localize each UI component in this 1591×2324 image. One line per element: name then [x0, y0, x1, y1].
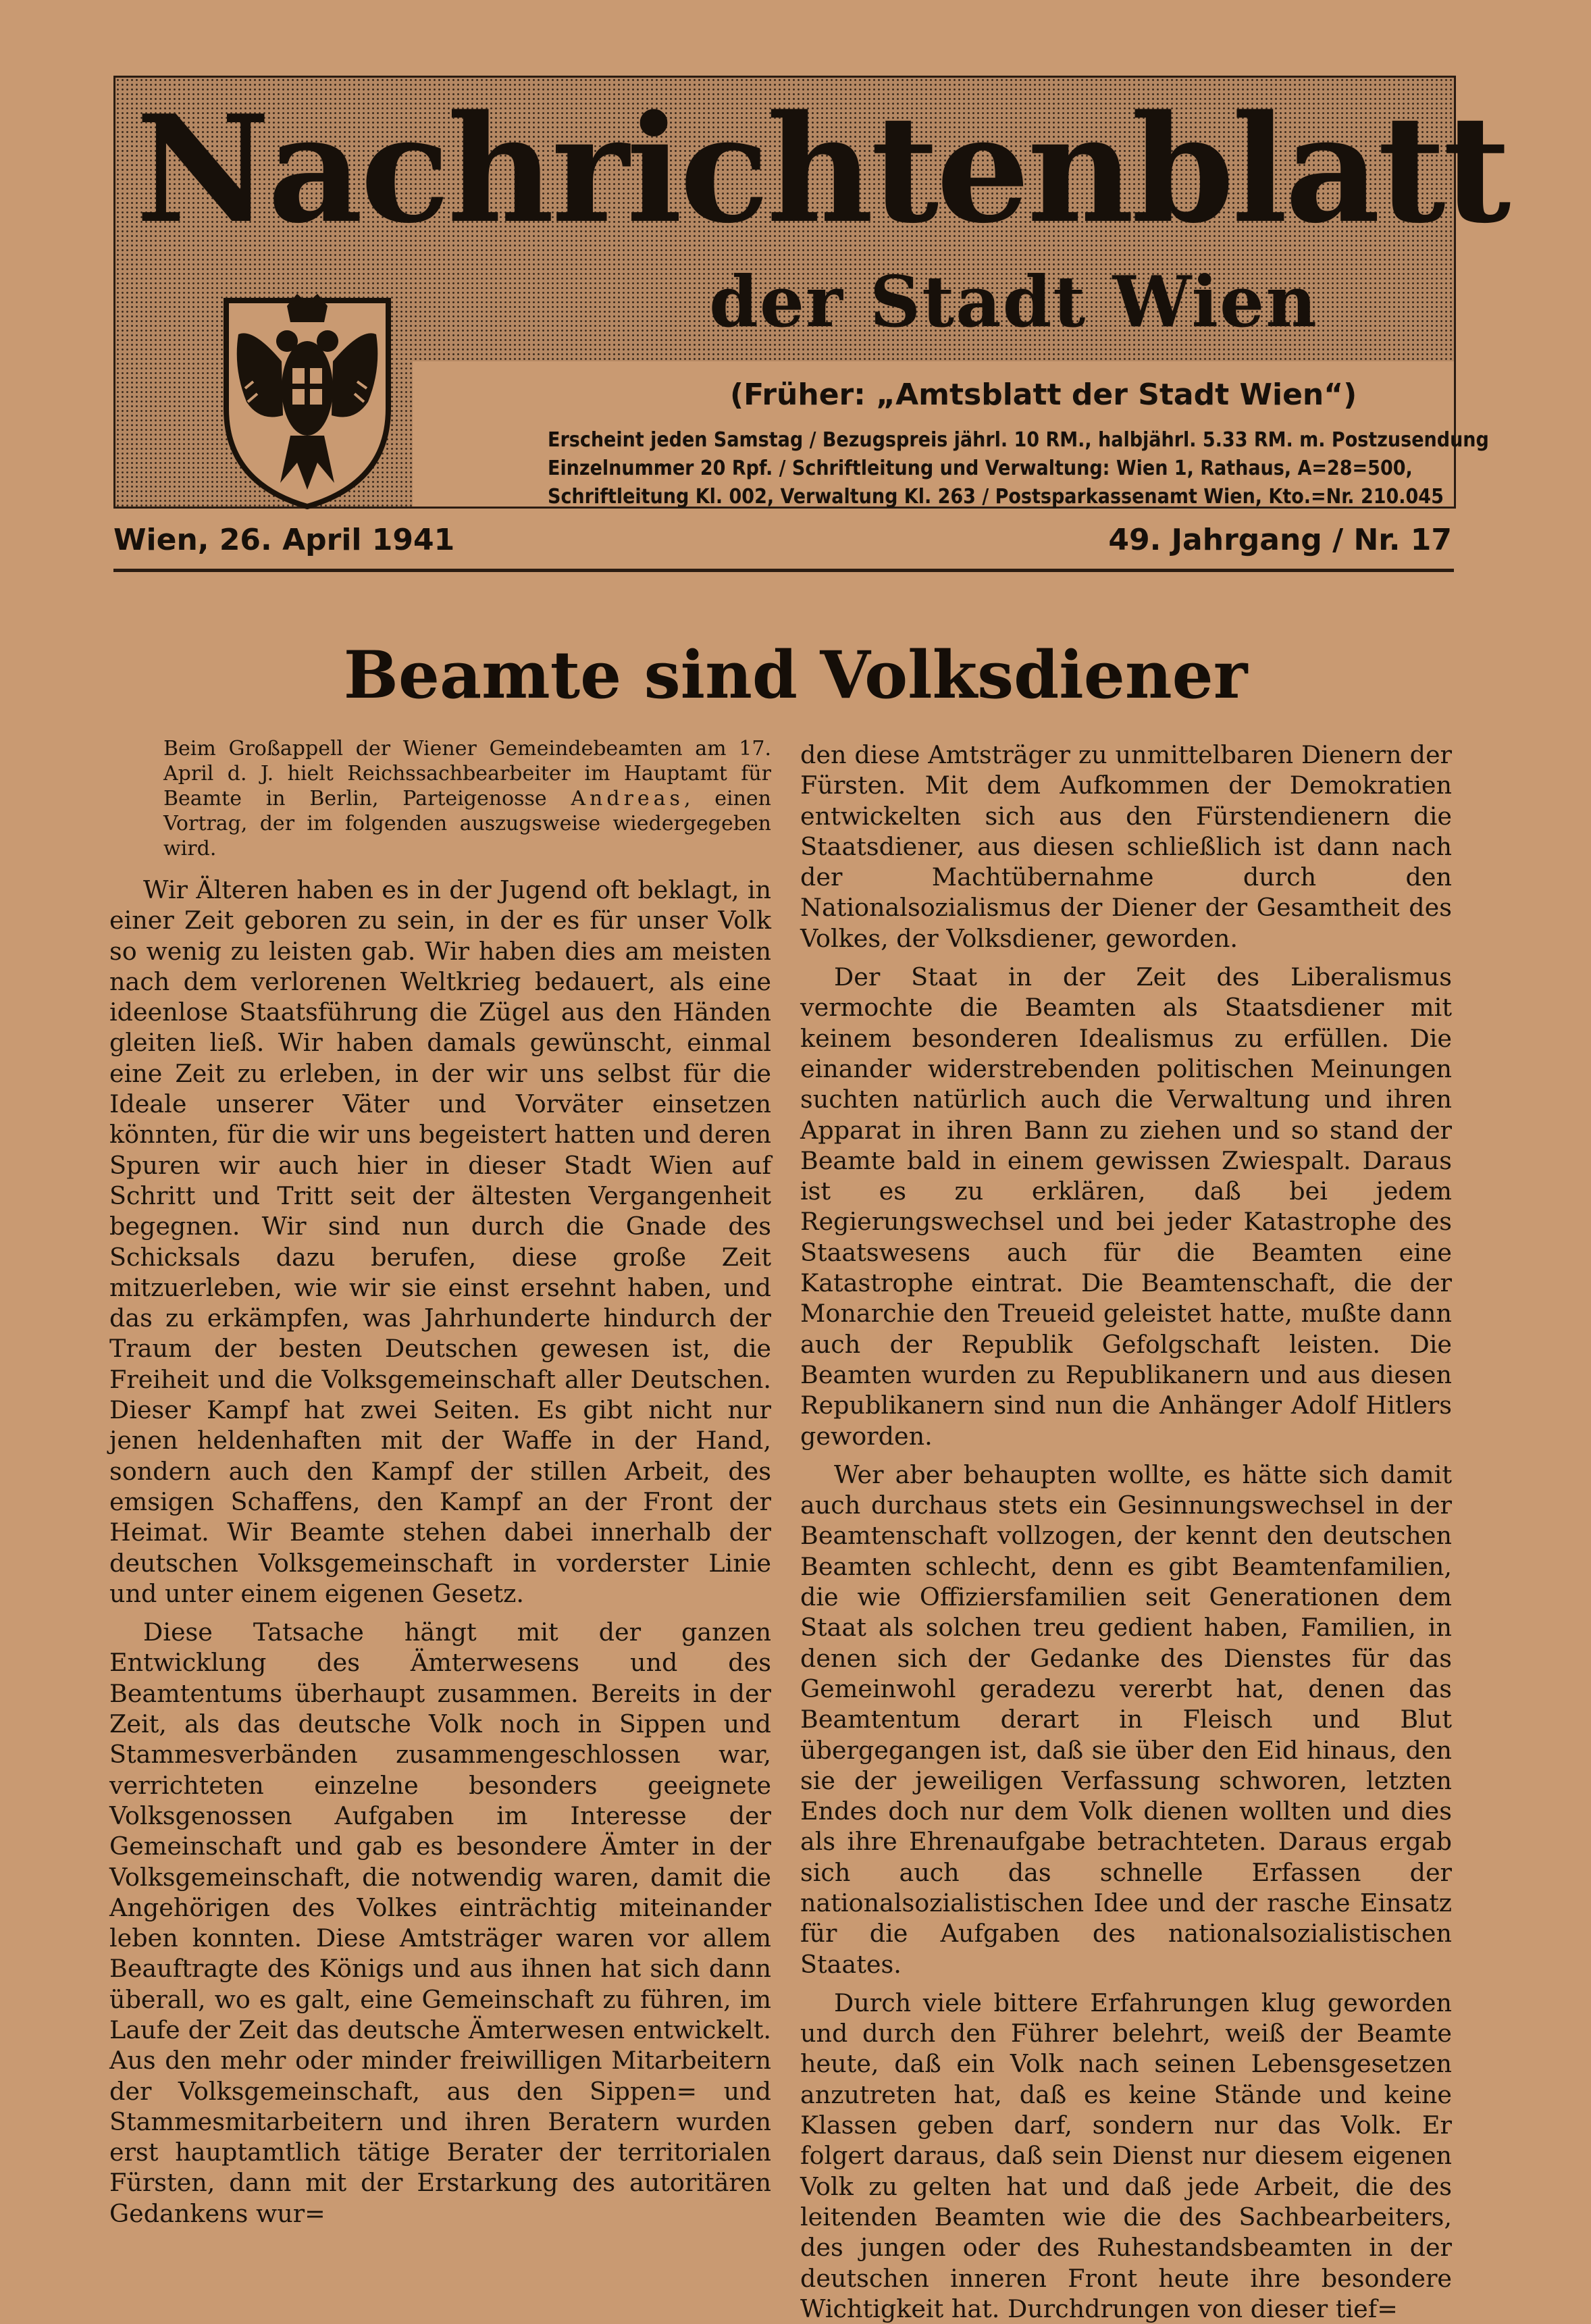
masthead-info-box — [413, 361, 1489, 509]
article-body-left — [109, 875, 771, 2229]
masthead-info-line: Einzelnummer 20 Rpf. / Schriftleitung und Verwaltung: Wien 1, Rathaus, A=28=500, — [548, 457, 1413, 480]
issue-date: Wien, 26. April 1941 — [113, 523, 455, 557]
masthead-subtitle: der Stadt Wien — [709, 260, 1318, 343]
article-column-left — [109, 736, 771, 2229]
article-intro — [109, 736, 771, 861]
article-column-right — [800, 740, 1452, 2324]
article-paragraph: Der Staat in der Zeit des Liberalismus vermochte die Beamten als Staatsdiener mit keinem besonderen Idealismus zu erfüllen. Die einander widerstrebenden politischen Meinungen suchten natürlich auch die Verwaltung und ihren Apparat in ihren Bann zu ziehen und so stand der Beamte bald in einem gewissen Zwiespalt. Daraus ist es zu erklären, daß bei jedem Regierungswechsel und bei jeder Katastrophe des Staatswesens auch für die Beamten eine Katastrophe eintrat. Die Beamtenschaft, die der Monarchie den Treueid geleistet hatte, mußte dann auch der Republik Gefolgschaft leisten. Die Beamten wurden zu Republikanern und aus diesen Republikanern sind nun die Anhänger Adolf Hitlers geworden. — [800, 962, 1452, 1451]
masthead-title: Nachrichtenblatt — [136, 83, 1509, 256]
article-paragraph: Wir Älteren haben es in der Jugend oft beklagt, in einer Zeit geboren zu sein, in der es für unser Volk so wenig zu leisten gab. Wir haben dies am meisten nach dem verlorenen Weltkrieg bedauert, als eine ideenlose Staatsführung die Zügel aus den Händen gleiten ließ. Wir haben damals gewünscht, einmal eine Zeit zu erleben, in der wir uns selbst für die Ideale unserer Väter und Vorväter einsetzen könnten, für die wir uns begeistert hatten und deren Spuren wir auch hier in dieser Stadt Wien auf Schritt und Tritt seit der ältesten Vergangenheit begegnen. Wir sind nun durch die Gnade des Schicksals dazu berufen, diese große Zeit mitzuerleben, wie wir sie einst ersehnt haben, und das zu erkämpfen, was Jahrhunderte hindurch der Traum der besten Deutschen gewesen ist, die Freiheit und die Volksgemeinschaft aller Deutschen. Dieser Kampf hat zwei Seiten. Es gibt nicht nur jenen heldenhaften mit der Waffe in der Hand, sondern auch den Kampf der stillen Arbeit, des emsigen Schaffens, den Kampf an der Front der Heimat. Wir Beamte stehen dabei innerhalb der deutschen Volksgemeinschaft in vorderster Linie und unter einem eigenen Gesetz. — [109, 875, 771, 1608]
masthead-info-line: Erscheint jeden Samstag / Bezugspreis jährl. 10 RM., halbjährl. 5.33 RM. m. Postzusendung — [548, 428, 1489, 452]
article-paragraph: Wer aber behaupten wollte, es hätte sich damit auch durchaus stets ein Gesinnungswechsel in der Beamtenschaft vollzogen, der kennt den deutschen Beamten schlecht, denn es gibt Beamtenfamilien, die wie Offiziersfamilien seit Generationen dem Staat als solchen treu gedient haben, Familien, in denen sich der Gedanke des Dienstes für das Gemeinwohl geradezu vererbt hat, denen das Beamtentum derart in Fleisch und Blut übergegangen ist, daß sie über den Eid hinaus, den sie der jeweiligen Verfassung schworen, letzten Endes doch nur dem Volk dienen wollten und dies als ihre Ehrenaufgabe betrachteten. Daraus ergab sich auch das schnelle Erfassen der nationalsozialistischen Idee und der rasche Einsatz für die Aufgaben des nationalsozialistischen Staates. — [800, 1460, 1452, 1979]
intro-text: Beim Großappell der Wiener Gemeindebeamten am 17. April d. J. hielt Reichssachbearbeiter im Hauptamt für Beamte in Berlin, Parteigenosse — [163, 737, 771, 810]
intro-speaker-name: Andreas — [571, 787, 684, 810]
issue-number: 49. Jahrgang / Nr. 17 — [1108, 523, 1452, 557]
masthead-formerly: (Früher: „Amtsblatt der Stadt Wien“) — [730, 378, 1357, 412]
article-body-right — [800, 740, 1452, 2324]
dateline-rule — [113, 569, 1454, 572]
article-headline: Beamte sind Volksdiener — [343, 637, 1248, 713]
vienna-eagle-crest-icon — [213, 287, 402, 510]
article-paragraph: Durch viele bittere Erfahrungen klug geworden und durch den Führer belehrt, weiß der Beamte heute, daß ein Volk nach seinen Lebensgesetzen anzutreten hat, daß es keine Stände und keine Klassen geben darf, sondern nur das Volk. Er folgert daraus, daß sein Dienst nur diesem eigenen Volk zu gelten hat und daß jede Arbeit, die des leitenden Beamten wie die des Sachbearbeiters, des jungen oder des Ruhestandsbeamten in der deutschen inneren Front heute ihre besondere Wichtigkeit hat. Durchdrungen von dieser tief= — [800, 1988, 1452, 2323]
article-paragraph: Diese Tatsache hängt mit der ganzen Entwicklung des Ämterwesens und des Beamtentums überhaupt zusammen. Bereits in der Zeit, als das deutsche Volk noch in Sippen und Stammesverbänden zusammengeschlossen war, verrichteten einzelne besonders geeignete Volksgenossen Aufgaben im Interesse der Gemeinschaft und gab es besondere Ämter in der Volksgemeinschaft, die notwendig waren, damit die Angehörigen des Volkes einträchtig miteinander leben konnten. Diese Amtsträger waren vor allem Beauftragte des Königs und aus ihnen hat sich dann überall, wo es galt, eine Gemeinschaft zu führen, im Laufe der Zeit das deutsche Ämterwesen entwickelt. Aus den mehr oder minder freiwilligen Mitarbeitern der Volksgemeinschaft, aus den Sippen= und Stammesmitarbeitern und ihren Beratern wurden erst hauptamtlich tätige Berater der territorialen Fürsten, dann mit der Erstarkung des autoritären Gedankens wur= — [109, 1618, 771, 2228]
article-paragraph: den diese Amtsträger zu unmittelbaren Dienern der Fürsten. Mit dem Aufkommen der Demokratien entwickelten sich aus den Fürstendienern die Staatsdiener, aus diesen schließlich ist dann nach der Machtübernahme durch den Nationalsozialismus der Diener der Gesamtheit des Volkes, der Volksdiener, geworden. — [800, 740, 1452, 953]
intro-text: , einen Vortrag, der im folgenden auszugsweise wiedergegeben wird. — [163, 787, 771, 860]
masthead-info-line: Schriftleitung Kl. 002, Verwaltung Kl. 263 / Postsparkassenamt Wien, Kto.=Nr. 210.045 — [548, 485, 1444, 509]
